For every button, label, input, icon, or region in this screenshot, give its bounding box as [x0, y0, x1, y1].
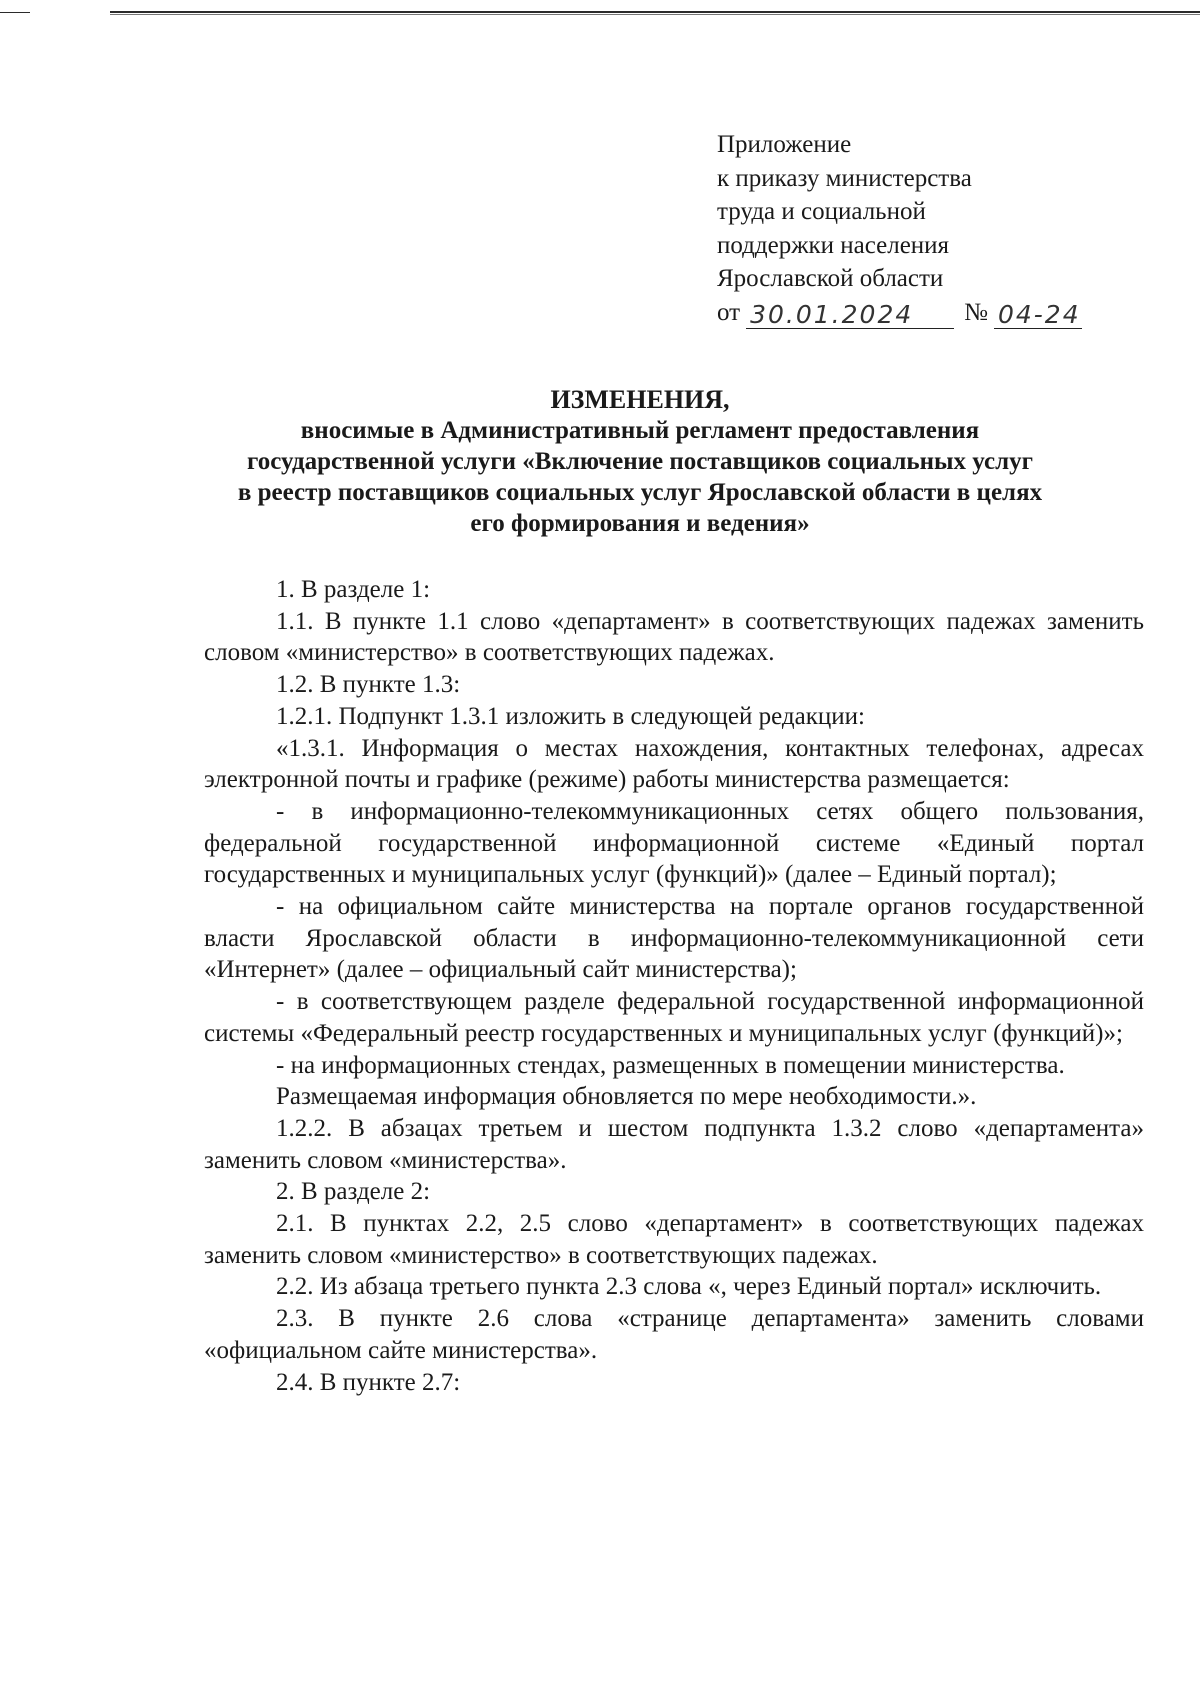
body-paragraph: - в соответствующем разделе федеральной государственной информационной системы «Федеральный реестр государственных и муниципальных услуг (функций)»;	[204, 988, 1144, 1047]
scan-artifact-line	[110, 11, 1200, 13]
body-paragraph: 1.2.1. Подпункт 1.3.1 изложить в следующей редакции:	[276, 702, 865, 730]
appendix-line: к приказу министерства	[717, 164, 972, 192]
body-paragraph: - на информационных стендах, размещенных в помещении министерства.	[276, 1051, 1065, 1079]
body-paragraph: 1.2. В пункте 1.3:	[276, 671, 461, 699]
handwritten-number: 04-24	[994, 302, 1082, 329]
body-paragraph: Размещаемая информация обновляется по мере необходимости.».	[276, 1083, 977, 1111]
scan-artifact-line	[110, 14, 1200, 15]
heading-subtitle-line: государственной услуги «Включение поставщиков социальных услуг	[247, 448, 1033, 475]
handwritten-date: 30.01.2024	[746, 302, 954, 329]
scan-artifact-line	[0, 12, 30, 13]
body-paragraph: - на официальном сайте министерства на портале органов государственной власти Ярославской области в информационно-телекоммуникационной сети «Интернет» (далее – официальный сайт министерства);	[204, 893, 1144, 984]
appendix-line: Ярославской области	[717, 265, 944, 292]
order-date-number-line	[717, 296, 1082, 330]
body-paragraph: - в информационно-телекоммуникационных сетях общего пользования, федеральной государственной информационной системе «Единый портал государственных и муниципальных услуг (функций)» (далее – Единый портал);	[204, 797, 1144, 889]
body-paragraph: 2.3. В пункте 2.6 слова «странице департамента» заменить словами «официальном сайте министерства».	[204, 1305, 1144, 1364]
number-sign: №	[964, 298, 988, 326]
heading-subtitle-line: его формирования и ведения»	[470, 510, 810, 537]
document-body	[204, 574, 1144, 1398]
body-paragraph: 1.1. В пункте 1.1 слово «департамент» в соответствующих падежах заменить словом «министерство» в соответствующих падежах.	[204, 607, 1144, 667]
body-paragraph: 1.2.2. В абзацах третьем и шестом подпункта 1.3.2 слово «департамента» заменить словом «министерства».	[204, 1114, 1144, 1174]
appendix-block	[717, 128, 1082, 329]
body-paragraph: 2. В разделе 2:	[276, 1178, 431, 1206]
body-paragraph: 2.1. В пунктах 2.2, 2.5 слово «департамент» в соответствующих падежах заменить словом «министерство» в соответствующих падежах.	[204, 1210, 1144, 1269]
appendix-line: Приложение	[717, 131, 852, 158]
appendix-line: труда и социальной	[717, 198, 926, 225]
appendix-line: поддержки населения	[717, 231, 950, 259]
heading-title: ИЗМЕНЕНИЯ,	[550, 385, 730, 414]
heading-subtitle-line: в реестр поставщиков социальных услуг Ярославской области в целях	[237, 479, 1043, 506]
body-paragraph: 2.2. Из абзаца третьего пункта 2.3 слова «, через Единый портал» исключить.	[276, 1273, 1102, 1301]
body-paragraph: «1.3.1. Информация о местах нахождения, контактных телефонах, адресах электронной почты и графике (режиме) работы министерства размещается:	[204, 734, 1144, 794]
heading-subtitle-line: вносимые в Административный регламент предоставления	[300, 417, 980, 444]
body-paragraph: 1. В разделе 1:	[276, 576, 431, 603]
from-label: от	[717, 298, 741, 326]
document-heading	[190, 384, 1090, 539]
body-paragraph: 2.4. В пункте 2.7:	[276, 1368, 461, 1396]
